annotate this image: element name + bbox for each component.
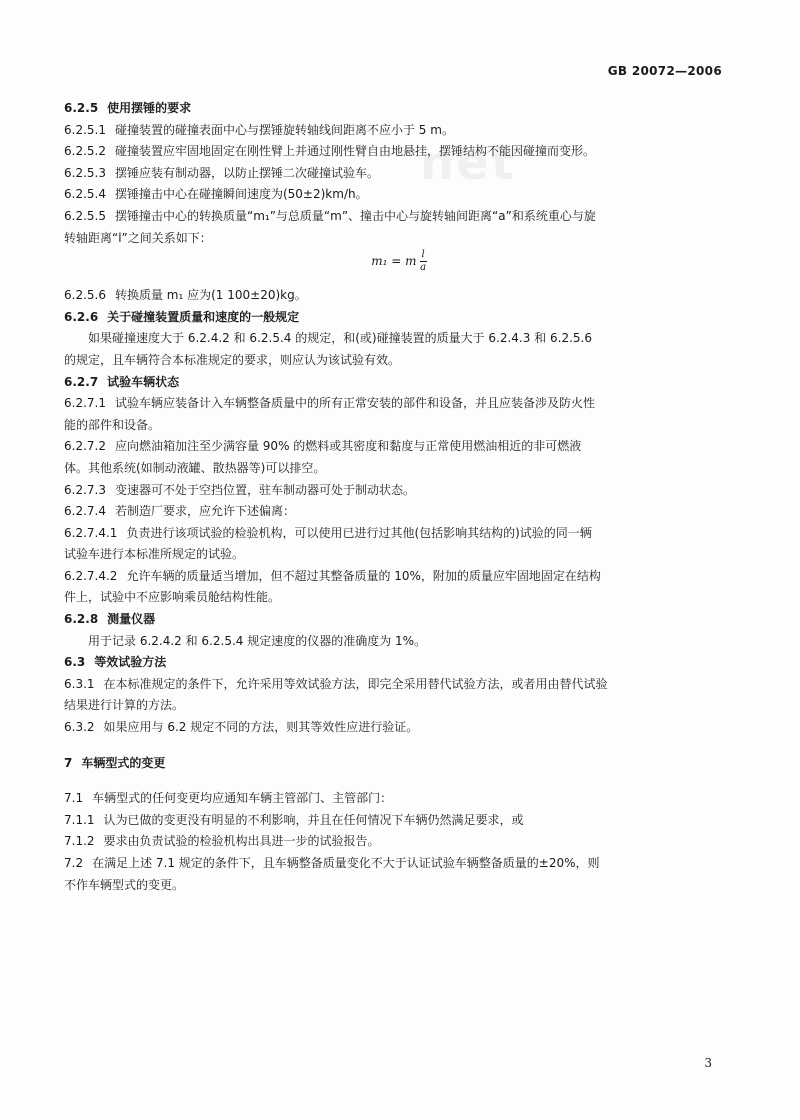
section-heading: [64, 372, 734, 394]
section-heading: [64, 98, 734, 120]
paragraph-line: 用于记录 6.2.4.2 和 6.2.5.4 规定速度的仪器的准确度为 1%。: [88, 633, 427, 648]
clause-line: [64, 393, 734, 415]
clause-line: [64, 141, 734, 163]
section-heading: [64, 652, 734, 674]
clause-continuation: 件上，试验中不应影响乘员舱结构性能。: [64, 590, 281, 605]
clause-text: 若制造厂要求，应允许下述偏离：: [114, 504, 295, 519]
clause-text: 允许车辆的质量适当增加，但不超过其整备质量的 10%，附加的质量应牢固地固定在结构: [126, 568, 601, 583]
page-number: 3: [704, 1056, 712, 1070]
clause-number: 6.2.5.5: [64, 208, 106, 223]
section-gap: [64, 774, 734, 788]
clause-number: 6.2.7.3: [64, 482, 106, 497]
clause-continuation: 试验车进行本标准所规定的试验。: [64, 547, 245, 562]
formula-lhs: m₁ = m: [371, 254, 417, 269]
clause-text: 测量仪器: [107, 612, 156, 627]
clause-number: 7.2: [64, 856, 84, 870]
clause-continuation: 不作车辆型式的变更。: [64, 877, 185, 892]
clause-number: 6.3: [64, 655, 86, 670]
clause-line: [64, 674, 734, 696]
clause-number: 6.2.7.4: [64, 504, 106, 519]
clause-number: 6.2.5.4: [64, 187, 106, 202]
clause-continuation: 能的部件和设备。: [64, 417, 161, 432]
clause-text: 认为已做的变更没有明显的不利影响，并且在任何情况下车辆仍然满足要求，或: [103, 812, 524, 827]
paragraph-line: 如果碰撞速度大于 6.2.4.2 和 6.2.5.4 的规定，和(或)碰撞装置的质量大于 6.2.4.3 和 6.2.5.6: [88, 331, 592, 346]
clause-text: 转换质量 m₁ 应为(1 100±20)kg。: [114, 288, 307, 303]
clause-number: 6.2.8: [64, 612, 99, 627]
clause-number: 6.2.7.2: [64, 439, 106, 454]
clause-number: 7.1: [64, 791, 84, 806]
clause-text: 负责进行该项试验的检验机构，可以使用已进行过其他(包括影响其结构的)试验的同一辆: [126, 525, 592, 540]
clause-text: 等效试验方法: [94, 655, 167, 670]
clause-text: 碰撞装置的碰撞表面中心与摆锤旋转轴线间距离不应小于 5 m。: [114, 122, 454, 137]
clause-line: [64, 163, 734, 185]
clause-number: 6.3.1: [64, 676, 95, 691]
clause-line: [64, 184, 734, 206]
clause-number: 6.2.7: [64, 374, 99, 389]
clause-text: 要求由负责试验的检验机构出具进一步的试验报告。: [103, 834, 380, 849]
clause-line: [64, 788, 734, 810]
clause-number: 6.3.2: [64, 720, 95, 735]
clause-line: [64, 285, 734, 307]
clause-text: 试验车辆应装备计入车辆整备质量中的所有正常安装的部件和设备，并且应装备涉及防火性: [114, 396, 595, 411]
clause-line: [64, 523, 734, 545]
formula-fraction: [420, 249, 427, 274]
fraction-denominator: a: [420, 262, 427, 274]
clause-number: 6.2.5.1: [64, 122, 106, 137]
clause-number: 7.1.1: [64, 812, 95, 827]
clause-line: [64, 120, 734, 142]
clause-continuation: 转轴距离“l”之间关系如下：: [64, 230, 212, 245]
section-heading: [64, 609, 734, 631]
section-gap: [64, 739, 734, 753]
standard-number: GB 20072—2006: [607, 64, 722, 78]
formula: [64, 249, 734, 285]
clause-text: 摆锤撞击中心在碰撞瞬间速度为(50±2)km/h。: [114, 187, 368, 202]
clause-text: 使用摆锤的要求: [107, 101, 192, 115]
clause-text: 关于碰撞装置质量和速度的一般规定: [107, 309, 300, 324]
clause-continuation: 体。其他系统(如制动液罐、散热器等)可以排空。: [64, 460, 326, 475]
clause-text: 如果应用与 6.2 规定不同的方法，则其等效性应进行验证。: [103, 720, 419, 735]
clause-text: 碰撞装置应牢固地固定在刚性臂上并通过刚性臂自由地悬挂，摆锤结构不能因碰撞而变形。: [114, 144, 595, 159]
clause-number: 6.2.5.3: [64, 165, 106, 180]
clause-number: 6.2.5: [64, 101, 99, 115]
clause-text: 摆锤撞击中心的转换质量“m₁”与总质量“m”、撞击中心与旋转轴间距离“a”和系统重心与旋: [114, 208, 596, 223]
section-heading: [64, 753, 734, 775]
document-body: [64, 98, 734, 896]
clause-number: 6.2.7.1: [64, 396, 106, 411]
clause-number: 6.2.5.2: [64, 144, 106, 159]
section-heading: [64, 307, 734, 329]
clause-number: 7: [64, 755, 73, 770]
clause-line: [64, 436, 734, 458]
fraction-numerator: l: [421, 249, 425, 261]
clause-continuation: 结果进行计算的方法。: [64, 698, 185, 713]
clause-line: [64, 831, 734, 853]
clause-text: 摆锤应装有制动器，以防止摆锤二次碰撞试验车。: [114, 165, 379, 180]
clause-line: [64, 717, 734, 739]
clause-text: 应向燃油箱加注至少满容量 90% 的燃料或其密度和黏度与正常使用燃油相近的非可燃液: [114, 439, 582, 454]
clause-continuation: 的规定，且车辆符合本标准规定的要求，则应认为该试验有效。: [64, 352, 401, 367]
clause-number: 7.1.2: [64, 834, 95, 849]
clause-number: 6.2.7.4.2: [64, 568, 118, 583]
clause-text: 车辆型式的任何变更均应通知车辆主管部门、主管部门：: [92, 791, 393, 806]
clause-text: 试验车辆状态: [107, 374, 180, 389]
clause-line: [64, 480, 734, 502]
clause-number: 6.2.7.4.1: [64, 525, 118, 540]
clause-line: [64, 206, 734, 228]
clause-line: [64, 566, 734, 588]
clause-text: 变速器可不处于空挡位置，驻车制动器可处于制动状态。: [114, 482, 415, 497]
clause-line: [64, 853, 734, 875]
watermark: net: [420, 135, 516, 191]
clause-line: [64, 810, 734, 832]
clause-number: 6.2.6: [64, 309, 99, 324]
clause-line: [64, 501, 734, 523]
clause-number: 6.2.5.6: [64, 288, 106, 303]
clause-text: 车辆型式的变更: [81, 755, 166, 770]
clause-text: 在满足上述 7.1 规定的条件下，且车辆整备质量变化不大于认证试验车辆整备质量的±20%，则: [92, 856, 600, 870]
clause-text: 在本标准规定的条件下，允许采用等效试验方法，即完全采用替代试验方法，或者用由替代试验: [103, 676, 608, 691]
